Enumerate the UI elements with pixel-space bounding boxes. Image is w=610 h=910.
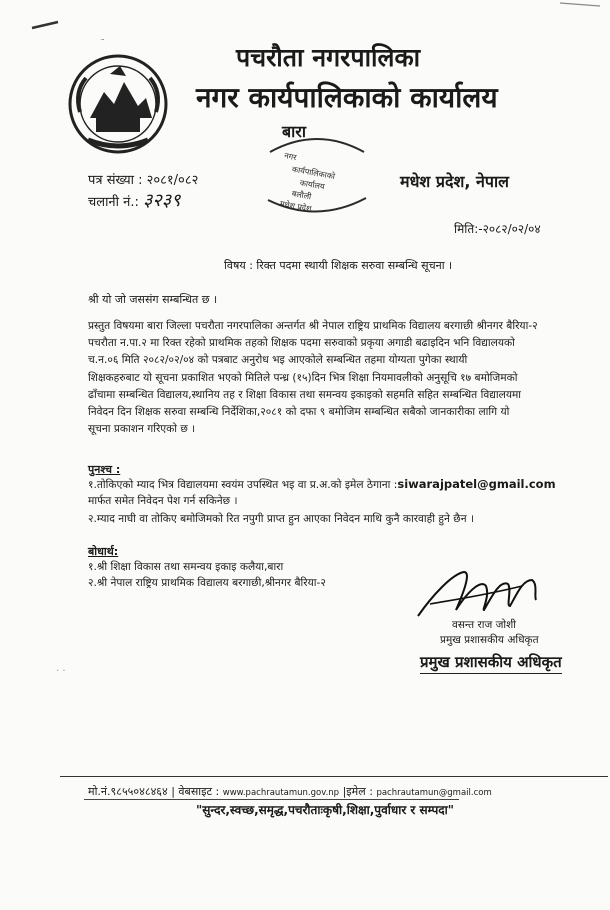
school-email: siwarajpatel@gmail.com bbox=[397, 477, 556, 491]
footer-website-label: | वेबसाइट : bbox=[171, 785, 220, 798]
signatory-stamp: प्रमुख प्रशासकीय अधिकृत bbox=[420, 652, 562, 674]
stamp-line-1: नगर bbox=[283, 151, 298, 163]
patra-sankhya: पत्र संख्या : २०८१/०८२ bbox=[88, 173, 199, 188]
body-line: ढाँचामा सम्बन्धित विद्यालय,स्थानिय तह र शिक्षा विकास तथा समन्वय इकाइको सहमति सहित सम्बन्धित विद्यालयमा bbox=[88, 388, 522, 401]
cc-item: २.श्री नेपाल राष्ट्रिय प्राथमिक विद्यालय बरगाछी,श्रीनगर बैरिया-२ bbox=[88, 577, 326, 589]
government-emblem-logo bbox=[66, 52, 170, 156]
province-address: मधेश प्रदेश, नेपाल bbox=[400, 172, 509, 191]
footer-phone: मो.नं.९८५५०४८४६४ bbox=[88, 785, 168, 798]
addressee-line: श्री यो जो जससंग सम्बन्धित छ । bbox=[88, 293, 218, 306]
cc-heading: बोधार्थ: bbox=[88, 545, 119, 558]
stamp-line-4: बलौली bbox=[291, 189, 312, 202]
body-line: च.न.०६ मिति २०८२/०२/०४ को पत्रबाट अनुरोध भइ आएकोले सम्बन्धित तहमा योग्यता पुगेका स्थायी bbox=[88, 354, 468, 367]
cc-item: १.श्री शिक्षा विकास तथा समन्वय इकाइ कलैया,बारा bbox=[88, 561, 284, 573]
footer-contact bbox=[88, 784, 492, 799]
stamp-line-3: कार्यालय bbox=[299, 178, 326, 192]
letter-date: मिति:-२०८२/०२/०४ bbox=[454, 222, 541, 236]
office-stamp bbox=[262, 122, 372, 222]
body-line: निवेदन दिन शिक्षक सरुवा सम्बन्धि निर्देशिका,२०८१ को दफा ९ बमोजिम सम्बन्धित सबैको जानकारीका लागि यो bbox=[88, 406, 510, 419]
chalani-number: ३२३९ bbox=[143, 190, 181, 211]
notes-line-1-text: १.तोकिएको म्याद भित्र विद्यालयमा स्वयंम उपस्थित भइ वा प्र.अ.को इमेल ठेगाना : bbox=[88, 479, 398, 491]
scan-marks bbox=[0, 0, 610, 40]
body-line: सूचना प्रकाशन गरिएको छ । bbox=[88, 423, 196, 436]
notes-line-1b: मार्फत समेत निवेदन पेश गर्न सकिनेछ । bbox=[88, 495, 238, 507]
chalani-label: चलानी नं.: bbox=[88, 195, 139, 210]
footer-underline bbox=[84, 799, 459, 800]
notes-line-1 bbox=[88, 477, 556, 492]
chalani-row bbox=[88, 188, 180, 212]
signatory-name: वसन्त राज जोशी bbox=[452, 619, 517, 631]
signature bbox=[412, 566, 542, 622]
subject-line: विषय : रिक्त पदमा स्थायी शिक्षक सरुवा सम्बन्धि सूचना । bbox=[224, 259, 453, 272]
stamp-line-5: मधेश प्रदेश bbox=[279, 199, 313, 214]
footer-email-label: |इमेल : bbox=[342, 785, 373, 798]
district-name: बारा bbox=[282, 122, 306, 141]
office-name: नगर कार्यपालिकाको कार्यालय bbox=[196, 81, 498, 114]
org-name: पचरौता नगरपालिका bbox=[236, 43, 421, 72]
footer-email: pachrautamun@gmail.com bbox=[376, 788, 492, 798]
scan-speck: · · bbox=[56, 666, 66, 677]
body-line: पचरौता न.पा.२ मा रिक्त रहेको प्राथमिक तहको शिक्षक पदमा सरुवाको प्रकृया अगाडी बढाइदिन भनि विद्यालयको bbox=[88, 337, 515, 350]
footer-slogan: "सुन्दर,स्वच्छ,समृद्ध,पचरौताःकृषी,शिक्षा,पुर्वाधार र सम्पदा" bbox=[196, 803, 454, 817]
body-line: शिक्षकहरुबाट यो सूचना प्रकाशित भएको मितिले पन्ध्र (१५)दिन भित्र शिक्षा नियमावलीको अनुसूचि १७ बमोजिमको bbox=[88, 371, 518, 384]
footer-divider bbox=[60, 776, 608, 777]
stamp-line-2: कार्यपालिकाको bbox=[291, 164, 336, 182]
footer-website: www.pachrautamun.gov.np bbox=[222, 788, 340, 798]
body-line: प्रस्तुत विषयमा बारा जिल्ला पचरौता नगरपालिका अन्तर्गत श्री नेपाल राष्ट्रिय प्राथमिक विद्यालय बरगाछी श्रीनगर बैरिया-२ bbox=[88, 320, 538, 332]
notes-line-2: २.म्याद नाघी वा तोकिए बमोजिमको रित नपुगी प्राप्त हुन आएका निवेदन माथि कुनै कारवाही हुने छैन । bbox=[88, 513, 474, 525]
notes-heading: पुनश्च : bbox=[88, 463, 121, 476]
signatory-post: प्रमुख प्रशासकीय अधिकृत bbox=[440, 634, 539, 646]
body-paragraph bbox=[88, 318, 556, 438]
